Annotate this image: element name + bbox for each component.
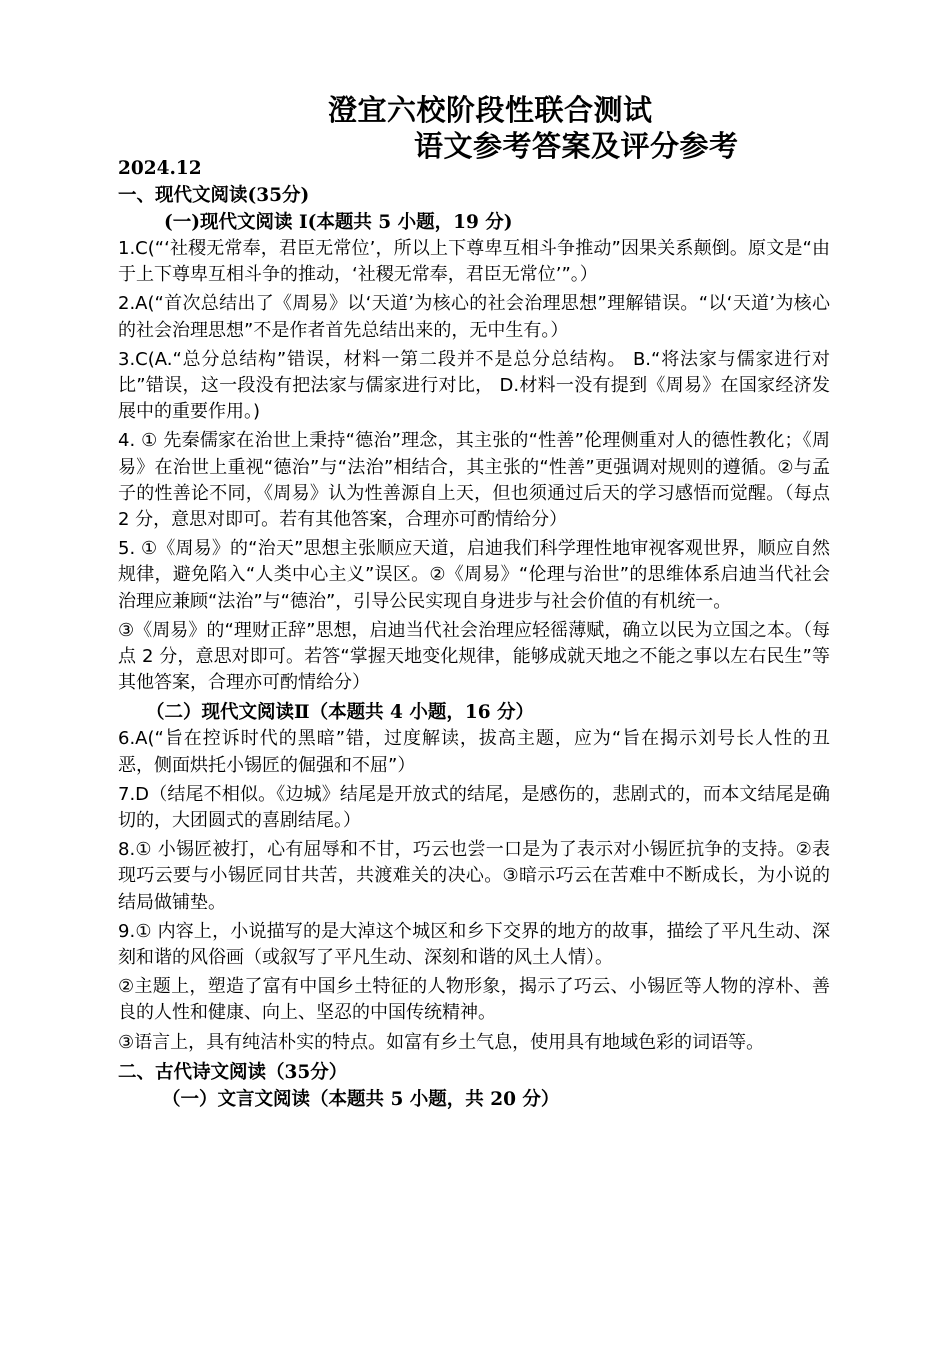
answer-item-q1: 1.C(“‘社稷无常奉，君臣无常位’，所以上下尊卑互相斗争推动”因果关系颠倒。原文是“由于上下尊卑互相斗争的推动，‘社稷无常奉，君臣无常位’”。）	[118, 238, 830, 286]
answer-content	[118, 152, 830, 1113]
document-subtitle: 语文参考答案及评分参考	[414, 129, 739, 163]
subsection-heading-modern-reading-2: （二）现代文阅读Ⅱ（本题共 4 小题，16 分）	[146, 702, 535, 724]
answer-item-q2: 2.A(“首次总结出了《周易》以‘天道’为核心的社会治理思想”理解错误。“以‘天道’为核心的社会治理思想”不是作者首先总结出来的，无中生有。）	[118, 293, 830, 341]
subsection-heading-modern-reading-1: (一)现代文阅读 I(本题共 5 小题，19 分)	[164, 212, 513, 233]
answer-item-q9-point2: ②主题上，塑造了富有中国乡土特征的人物形象，揭示了巧云、小锡匠等人物的淳朴、善良的人性和健康、向上、坚忍的中国传统精神。	[118, 976, 830, 1024]
section-heading-classical-reading: 二、古代诗文阅读（35分）	[118, 1061, 348, 1083]
section-heading-modern-reading: 一、现代文阅读(35分)	[118, 185, 310, 206]
subsection-heading-classical-prose: （一）文言文阅读（本题共 5 小题，共 20 分）	[162, 1088, 560, 1110]
document-title: 澄宜六校阶段性联合测试	[328, 93, 653, 127]
answer-item-q5-point3: ③《周易》的“理财正辞”思想，启迪当代社会治理应轻徭薄赋，确立以民为立国之本。（每点 2 分，意思对即可。若答“掌握天地变化规律，能够成就天地之不能之事以左右民生”等其他答案，合理亦可酌情给分）	[118, 619, 830, 694]
answer-item-q6: 6.A(“旨在控诉时代的黑暗”错，过度解读，拔高主题，应为“旨在揭示刘号长人性的丑恶，侧面烘托小锡匠的倔强和不屈”）	[118, 728, 830, 776]
answer-item-q4: 4. ① 先秦儒家在治世上秉持“德治”理念，其主张的“性善”伦理侧重对人的德性教化；《周易》在治世上重视“德治”与“法治”相结合，其主张的“性善”更强调对规则的遵循。②与孟子的性善论不同，《周易》认为性善源自上天，但也须通过后天的学习感悟而觉醒。（每点 2 分，意思对即可。若有其他答案，合理亦可酌情给分）	[118, 430, 830, 531]
answer-item-q3: 3.C(A.“总分总结构”错误，材料一第二段并不是总分总结构。 B.“将法家与儒家进行对比”错误，这一段没有把法家与儒家进行对比， D.材料一没有提到《周易》在国家经济发展中的重要作用。)	[118, 348, 830, 423]
document-date: 2024.12	[118, 158, 202, 179]
answer-item-q8: 8.① 小锡匠被打，心有屈辱和不甘，巧云也尝一口是为了表示对小锡匠抗争的支持。②表现巧云要与小锡匠同甘共苦，共渡难关的决心。③暗示巧云在苦难中不断成长，为小说的结局做铺垫。	[118, 839, 830, 913]
answer-item-q9-point3: ③语言上，具有纯洁朴实的特点。如富有乡土气息，使用具有地域色彩的词语等。	[118, 1031, 765, 1053]
answer-item-q7: 7.D（结尾不相似。《边城》结尾是开放式的结尾，是感伤的，悲剧式的，而本文结尾是确切的，大团圆式的喜剧结尾。）	[118, 783, 830, 832]
answer-item-q5: 5. ①《周易》的“治天”思想主张顺应天道，启迪我们科学理性地审视客观世界，顺应自然规律，避免陷入“人类中心主义”误区。②《周易》“伦理与治世”的思维体系启迪当代社会治理应兼顾“法治”与“德治”，引导公民实现自身进步与社会价值的有机统一。	[118, 538, 830, 612]
answer-item-q9: 9.① 内容上，小说描写的是大淖这个城区和乡下交界的地方的故事，描绘了平凡生动、深刻和谐的风俗画（或叙写了平凡生动、深刻和谐的风土人情）。	[118, 920, 830, 969]
